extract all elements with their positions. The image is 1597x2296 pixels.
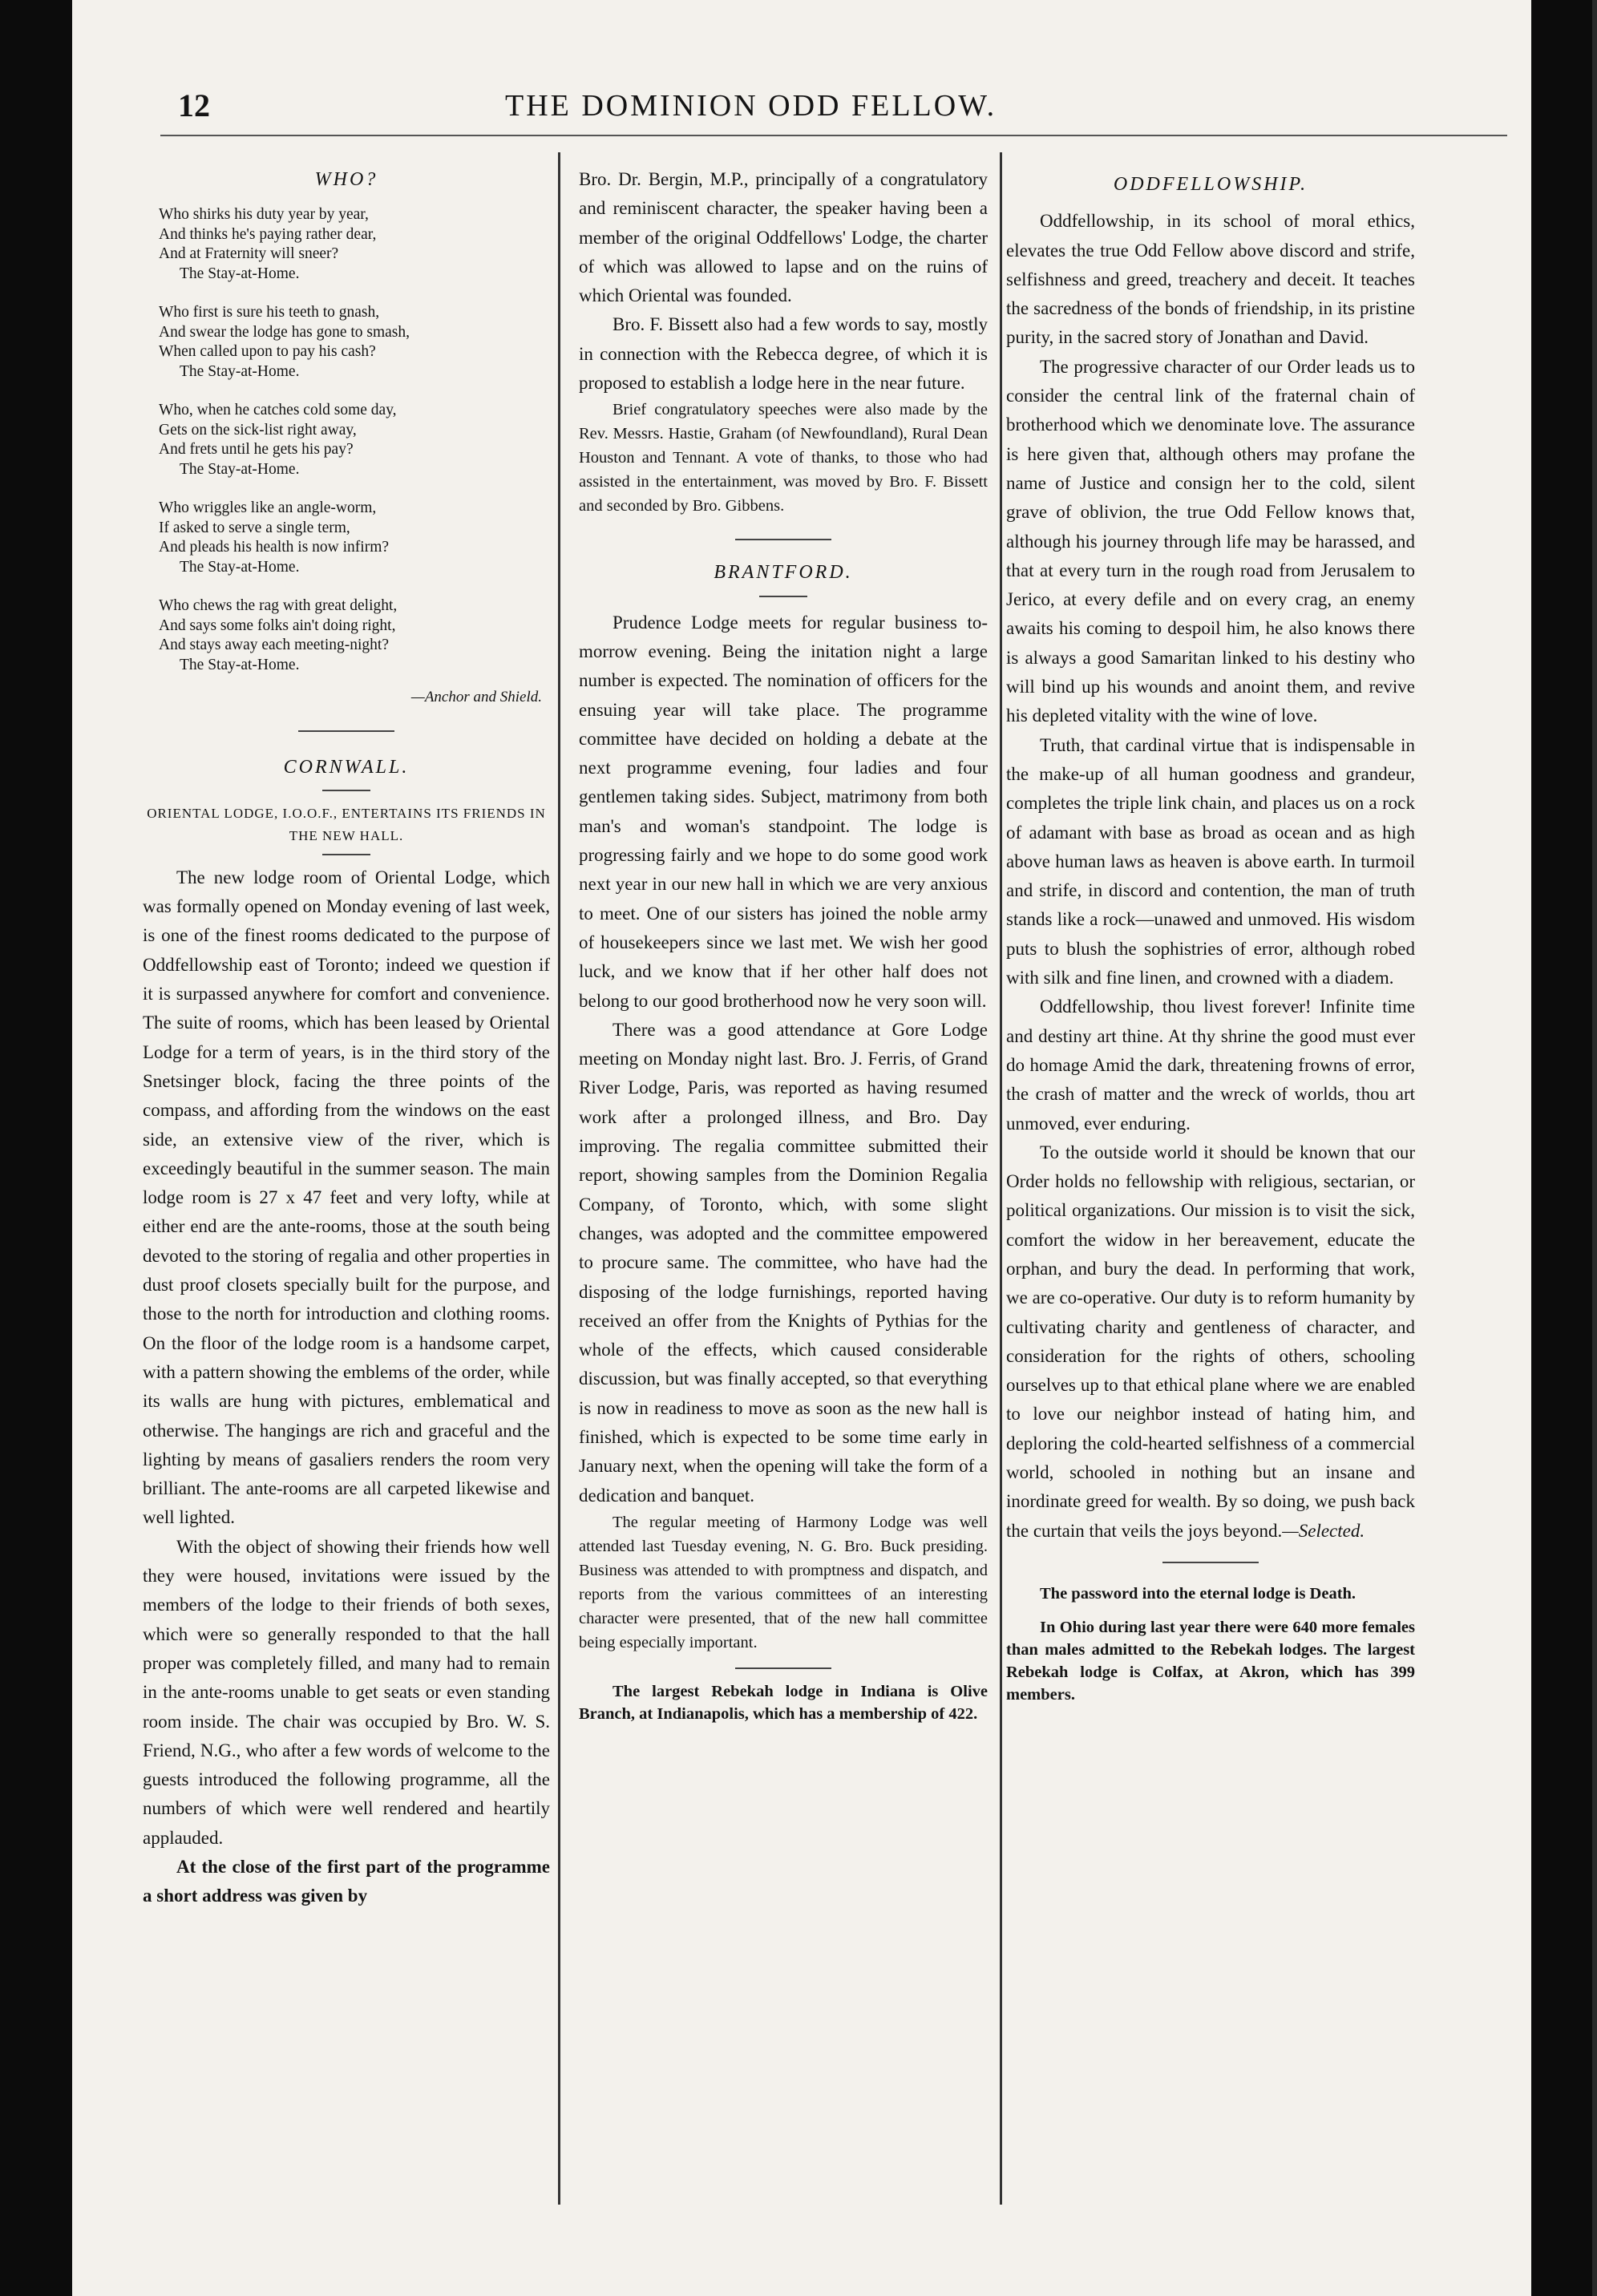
article-paragraph: Prudence Lodge meets for regular business to-morrow evening. Being the initation night a large number is expected. The nomination of officers for the ensuing year will take place. The programme committee have decided on holding a debate at the next programme evening, four ladies and four gentlemen taking sides. Subject, matrimony from both man's and woman's standpoint. The lodge is progressing fairly and we hope to do some good work next year in our new hall in which we are very anxious to meet. One of our sisters has joined the noble army of housekeepers since we last met. We wish her good luck, and we know that if her other half does not belong to our good brotherhood now he very soon will.: [579, 612, 988, 1011]
article-paragraph: With the object of showing their friends how well they were housed, invitations were issued by the members of the lodge to their friends of both sexes, which were so generally responded to that the hall proper was completely filled, and many had to remain in the ante-rooms unable to get seats or even standing room inside. The chair was occupied by Bro. W. S. Friend, N.G., who after a few words of welcome to the guests introduced the following programme, all the numbers of which were well rendered and heartily applauded.: [143, 1536, 550, 1848]
password-note: The password into the eternal lodge is Death.: [1040, 1584, 1356, 1603]
poem-line: Who first is sure his teeth to gnash,: [159, 304, 380, 321]
poem-line: When called upon to pay his cash?: [159, 343, 376, 361]
poem-refrain: The Stay-at-Home.: [180, 460, 300, 478]
poem-stanza: [159, 499, 550, 577]
column-3: [1006, 165, 1415, 1706]
poem-line: And says some folks ain't doing right,: [159, 616, 396, 634]
poem-line: And thinks he's paying rather dear,: [159, 225, 377, 243]
header-rule: [160, 135, 1507, 136]
article-paragraph: The regular meeting of Harmony Lodge was well attended last Tuesday evening, N. G. Bro. Buck presiding. Business was attended to with promptness and dispatch, and reports from the various committees of an interesting character were presented, that of the new hall committee being especially important.: [579, 1513, 988, 1651]
poem-line: Who shirks his duty year by year,: [159, 206, 369, 224]
oddfellowship-heading: ODDFELLOWSHIP.: [1113, 174, 1308, 195]
article-paragraph: Brief congratulatory speeches were also made by the Rev. Messrs. Hastie, Graham (of Newfoundland), Rural Dean Houston and Tennant. A vote of thanks, to those who had assisted in the entertainment, was moved by Bro. F. Bissett and seconded by Bro. Gibbens.: [579, 401, 988, 515]
column-1: [143, 160, 550, 1911]
newspaper-page: [72, 0, 1531, 2296]
poem-line: And frets until he gets his pay?: [159, 441, 354, 459]
article-paragraph: [1006, 1138, 1415, 1546]
article-paragraph: Bro. F. Bissett also had a few words to say, mostly in connection with the Rebecca degree, of which it is proposed to establish a lodge here in the near future.: [579, 314, 988, 394]
column-divider: [1000, 152, 1002, 2205]
poem-stanza: [159, 596, 550, 675]
article-paragraph: Oddfellowship, thou livest forever! Infinite time and destiny art thine. At thy shrine the good must ever do homage Amid the dark, threatening frowns of error, the crash of matter and the wreck of worlds, thou art unmoved, ever enduring.: [1006, 996, 1415, 1134]
page-edge: [1592, 0, 1597, 2296]
heading-rule: [322, 854, 370, 855]
column-divider: [558, 152, 560, 2205]
poem-refrain: The Stay-at-Home.: [180, 362, 300, 380]
article-paragraph: Oddfellowship, in its school of moral ethics, elevates the true Odd Fellow above discord and strife, selfishness and greed, treachery and deceit. It teaches the sacredness of the bonds of friendship, in its pristine purity, in the sacred story of Jonathan and David.: [1006, 211, 1415, 348]
poem-line: And stays away each meeting-night?: [159, 637, 389, 654]
article-paragraph: Bro. Dr. Bergin, M.P., principally of a congratulatory and reminiscent character, the speaker having been a member of the original Oddfellows' Lodge, the charter of which was allowed to lapse and on the ruins of which Oriental was founded.: [579, 169, 988, 306]
heading-rule: [759, 596, 807, 597]
heading-rule: [322, 790, 370, 791]
publication-title: THE DOMINION ODD FELLOW.: [505, 89, 997, 123]
cornwall-subheading: ORIENTAL LODGE, I.O.O.F., ENTERTAINS ITS FRIENDS IN THE NEW HALL.: [147, 805, 546, 843]
rebekah-note: The largest Rebekah lodge in Indiana is Olive Branch, at Indianapolis, which has a membership of 422.: [579, 1682, 988, 1723]
article-paragraph: There was a good attendance at Gore Lodge meeting on Monday night last. Bro. J. Ferris, of Grand River Lodge, Paris, was reported as having resumed work after a prolonged illness, and Bro. Day improving. The regalia committee submitted their report, showing samples from the Dominion Regalia Company, of Toronto, which, with some slight changes, was adopted and the committee empowered to procure same. The committee, who have had the disposing of the lodge furnishings, reported having received an offer from the Knights of Pythias for the whole of the effects, which caused considerable discussion, but was finally accepted, so that everything is now in readiness to move as soon as the new hall is finished, which is expected to be some time early in January next, when the opening will take the form of a dedication and banquet.: [579, 1019, 988, 1506]
poem-refrain: The Stay-at-Home.: [180, 265, 300, 282]
article-paragraph: Truth, that cardinal virtue that is indispensable in the make-up of all human goodness and grandeur, completes the triple link chain, and places us on a rock of adamant with base as broad as ocean and as high above human laws as heaven is above earth. In turmoil and strife, in discord and contention, the man of truth stands like a rock—unawed and unmoved. His wisdom puts to blush the sophistries of error, although robed with silk and fine linen, and crowned with a diadem.: [1006, 734, 1415, 988]
poem-line: And swear the lodge has gone to smash,: [159, 323, 410, 341]
poem-refrain: The Stay-at-Home.: [180, 656, 300, 673]
poem-stanza: [159, 205, 550, 284]
section-separator: [298, 730, 394, 732]
poem-stanza: [159, 303, 550, 382]
poem-refrain: The Stay-at-Home.: [180, 558, 300, 576]
poem-attribution: —Anchor and Shield.: [410, 689, 542, 706]
poem-line: Gets on the sick-list right away,: [159, 421, 357, 439]
page-header: [72, 87, 1531, 135]
article-paragraph: The progressive character of our Order leads us to consider the central link of the fraternal chain of brotherhood which we denominate love. The assurance is here given that, although others may profane the name of Justice and consign her to the cold, silent grave of oblivion, the true Odd Fellow knows that, although his journey through life may be harassed, and that at every turn in the rough road from Jerusalem to Jerico, at every defile and on every crag, an enemy awaits his coming to despoil him, he also knows there is always a good Samaritan linked to his destiny who will bind up his wounds and anoint them, and revive his depleted vitality with the wine of love.: [1006, 356, 1415, 726]
poem-line: If asked to serve a single term,: [159, 519, 350, 536]
section-separator: [735, 539, 831, 540]
poem-line: Who, when he catches cold some day,: [159, 402, 397, 419]
article-paragraph: The new lodge room of Oriental Lodge, which was formally opened on Monday evening of last week, is one of the finest rooms dedicated to the purpose of Oddfellowship east of Toronto; indeed we question if it is surpassed anywhere for comfort and convenience. The suite of rooms, which has been leased by Oriental Lodge for a term of years, is in the third story of the Snetsinger block, facing the three points of the compass, and affording from the windows on the east side, an extensive view of the river, which is exceedingly beautiful in the summer season. The main lodge room is 27 x 47 feet and very lofty, while at either end are the ante-rooms, those at the south being devoted to the storing of regalia and other properties in dust proof closets specially built for the purpose, and those to the north for introduction and clothing rooms. On the floor of the lodge room is a handsome carpet, with a pattern showing the emblems of the order, while its walls are hung with pictures, emblematical and otherwise. The hangings are rich and graceful and the lighting by means of gasaliers renders the room very brilliant. The ante-rooms are all carpeted likewise and well lighted.: [143, 867, 550, 1528]
poem-line: Who chews the rag with great delight,: [159, 597, 398, 615]
section-separator: [735, 1667, 831, 1669]
poem-line: And pleads his health is now infirm?: [159, 539, 390, 556]
brantford-heading: BRANTFORD.: [714, 562, 853, 584]
article-paragraph: At the close of the first part of the programme a short address was given by: [143, 1856, 550, 1906]
column-2: [579, 165, 988, 1725]
poem-line: Who wriggles like an angle-worm,: [159, 499, 377, 517]
poem-line: And at Fraternity will sneer?: [159, 245, 339, 263]
page-number: 12: [178, 87, 210, 123]
section-separator: [1162, 1562, 1259, 1563]
ohio-note: In Ohio during last year there were 640 more females than males admitted to the Rebekah lodges. The largest Rebekah lodge is Colfax, at Akron, which has 399 members.: [1006, 1618, 1415, 1704]
signoff: —Selected.: [1282, 1520, 1365, 1541]
who-heading: WHO?: [314, 169, 378, 190]
paragraph-text: To the outside world it should be known that our Order holds no fellowship with religious, sectarian, or political organizations. Our mission is to visit the sick, comfort the widow in her bereavement, educate the orphan, and bury the dead. In performing that work, we are co-operative. Our duty is to reform humanity by cultivating charity and gentleness of character, and consideration for the rights of others, schooling ourselves up to that ethical plane where we are enabled to love our neighbor instead of hating him, and deploring the cold-hearted selfishness of a commercial world, schooled in nothing but an insane and inordinate greed for wealth. By so doing, we push back the curtain that veils the joys beyond.: [1006, 1142, 1415, 1541]
cornwall-heading: CORNWALL.: [283, 756, 410, 778]
poem-stanza: [159, 401, 550, 479]
who-poem: [159, 205, 550, 675]
